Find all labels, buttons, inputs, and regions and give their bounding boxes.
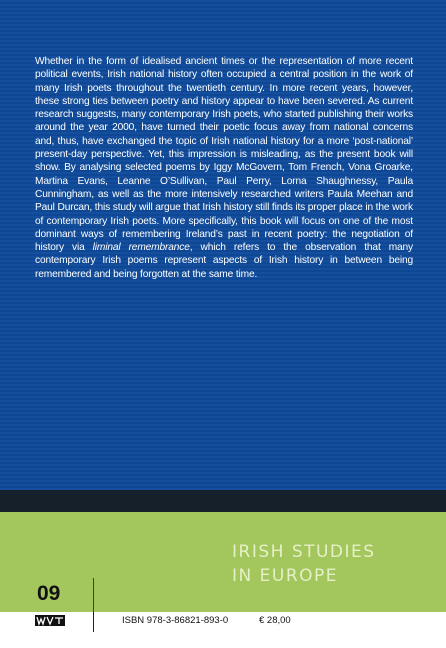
publisher-logo-icon: [35, 615, 65, 626]
blurb-text: [35, 55, 413, 281]
series-title-line-1: IRISH STUDIES: [232, 542, 376, 562]
isbn-divider: [93, 612, 94, 632]
series-title: [232, 540, 432, 588]
series-title-line-2: IN EUROPE: [232, 566, 339, 586]
blurb-italic-term: liminal remembrance: [92, 242, 190, 254]
volume-divider: [93, 578, 94, 612]
blurb-text-after: , which refers to the observation that many contemporary Irish poems represent aspects of Irish history in between being remembered and being forgotten at the same time.: [35, 242, 414, 280]
volume-number: 09: [37, 582, 61, 605]
price-text: € 28,00: [259, 615, 291, 626]
dark-band: [0, 490, 446, 512]
blurb-text-before: Whether in the form of idealised ancient times or the representation of more recent political events, Irish national history often occupied a central position in the work of many Irish poets throughout the twentieth century. In more recent years, however, these strong ties between poetry and history appear to have been severed. As current research suggests, many contemporary Irish poets, who started publishing their works around the year 2000, have turned their poetic focus away from national concerns and, thus, have exchanged the topic of Irish national history for a more ‘post-national’ present-day perspective. Yet, this impression is misleading, as the present book will show. By analysing selected poems by Iggy McGovern, Tom French, Vona Groarke, Martina Evans, Leanne O’Sullivan, Paul Perry, Lorna Shaughnessy, Paula Cunningham, as well as the more intensively researched writers Paula Meehan and Paul Durcan, this study will argue that Irish history still finds its proper place in the work of contemporary Irish poets. More specifically, this book will focus on one of the most dominant ways of remembering Ireland’s past in recent poetry: the negotiation of history via: [35, 56, 413, 254]
isbn-text: ISBN 978-3-86821-893-0: [122, 615, 229, 626]
